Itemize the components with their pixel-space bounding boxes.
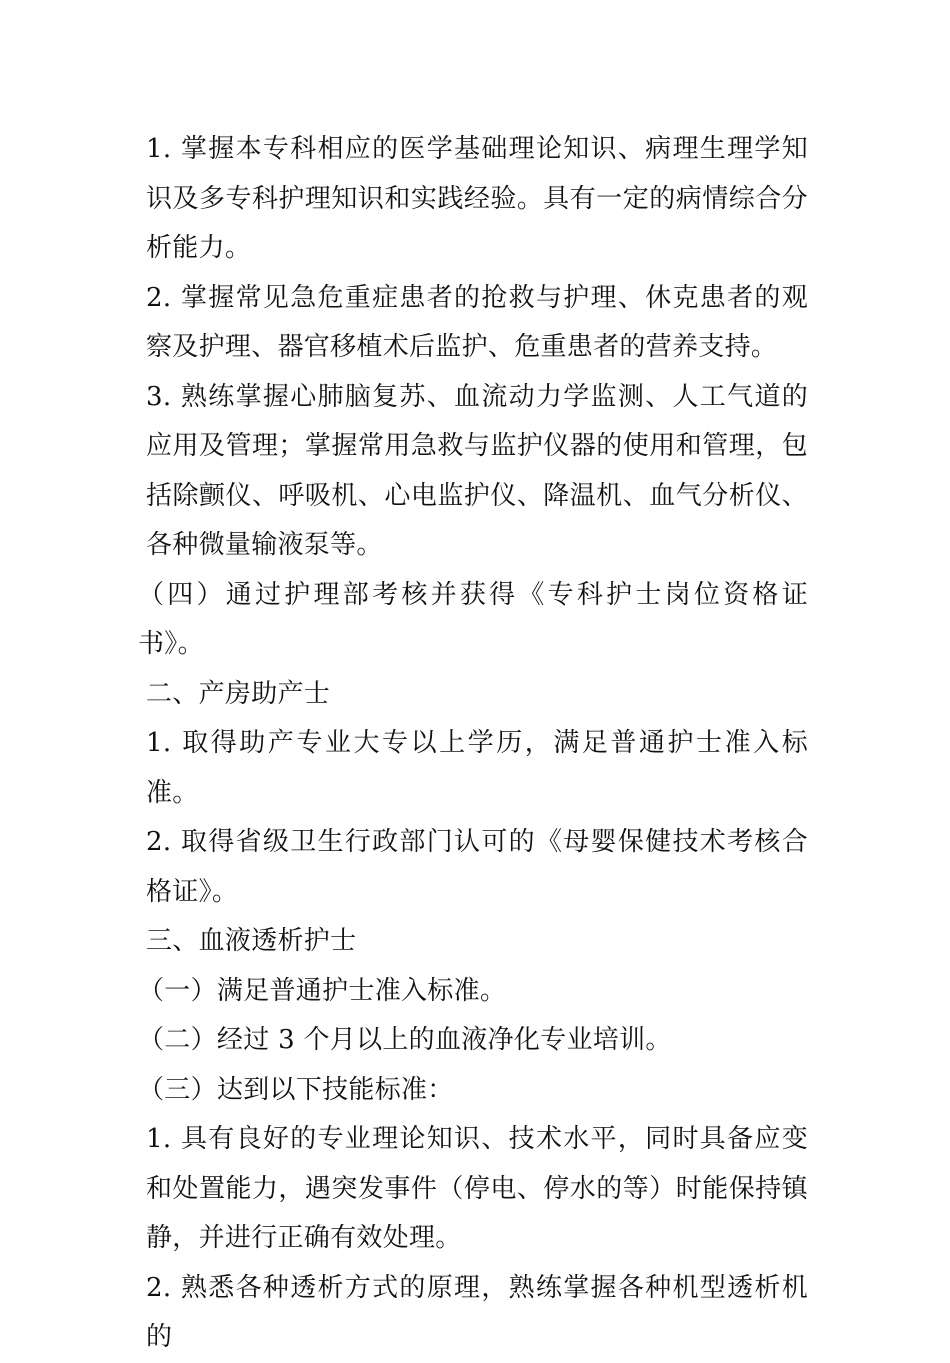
section-heading-dialysis: 三、血液透析护士: [146, 926, 357, 956]
paragraph-dialysis-2: （二）经过 3 个月以上的血液净化专业培训。: [138, 1025, 672, 1055]
paragraph-skill-1: 1. 具有良好的专业理论知识、技术水平，同时具备应变和处置能力，遇突发事件（停电、停水的等）时能保持镇静，并进行正确有效处理。: [146, 1124, 808, 1253]
section-heading-midwife: 二、产房助产士: [146, 678, 331, 709]
paragraph-midwife-1: 1. 取得助产专业大专以上学历，满足普通护士准入标准。: [146, 728, 808, 808]
paragraph-dialysis-1: （一）满足普通护士准入标准。: [138, 975, 507, 1006]
paragraph-item-1: 1. 掌握本专科相应的医学基础理论知识、病理生理学知识及多专科护理知识和实践经验。具有一定的病情综合分析能力。: [146, 134, 808, 263]
paragraph-skill-2: 2. 熟悉各种透析方式的原理，熟练掌握各种机型透析机的: [146, 1272, 808, 1352]
paragraph-certificate: （四）通过护理部考核并获得《专科护士岗位资格证书》。: [138, 579, 808, 659]
paragraph-dialysis-3: （三）达到以下技能标准：: [138, 1074, 454, 1105]
paragraph-item-2: 2. 掌握常见急危重症患者的抢救与护理、休克患者的观察及护理、器官移植术后监护、危重患者的营养支持。: [146, 282, 808, 362]
paragraph-midwife-2: 2. 取得省级卫生行政部门认可的《母婴保健技术考核合格证》。: [146, 827, 808, 907]
document-body: [138, 125, 808, 1363]
paragraph-item-3: 3. 熟练掌握心肺脑复苏、血流动力学监测、人工气道的应用及管理；掌握常用急救与监护仪器的使用和管理，包括除颤仪、呼吸机、心电监护仪、降温机、血气分析仪、各种微量输液泵等。: [146, 381, 808, 560]
